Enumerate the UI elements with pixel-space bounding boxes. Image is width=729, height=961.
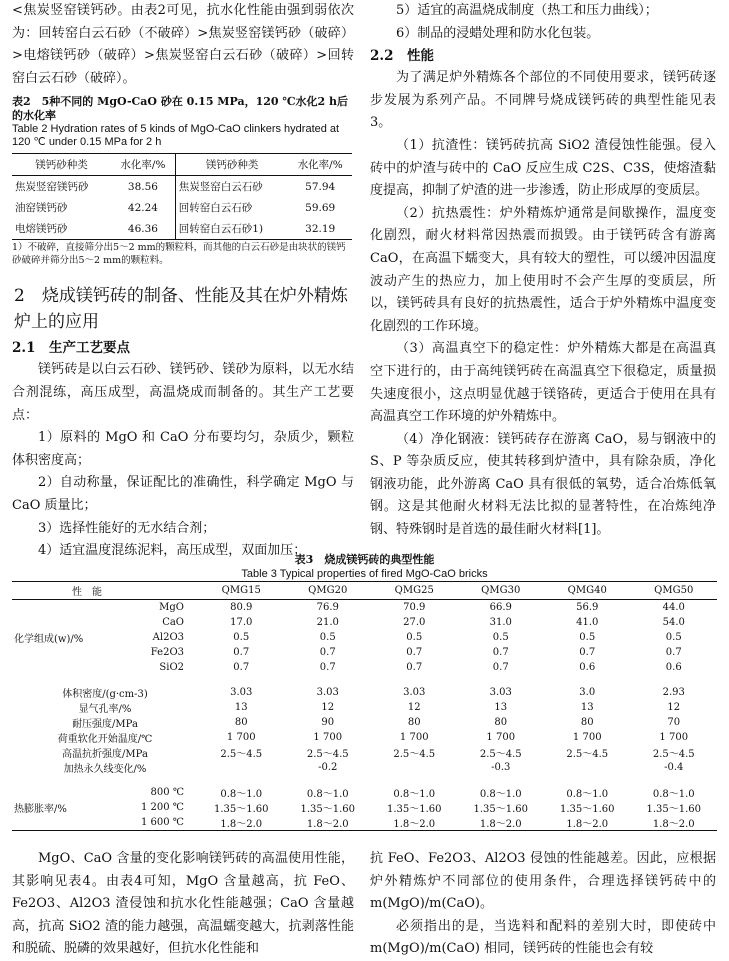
table-cell: 12 <box>667 701 681 713</box>
table-cell: 12 <box>407 701 421 713</box>
paragraph: 必须指出的是，当选料和配料的差别大时，即使砖中 m(MgO)/m(CaO) 相同，镁钙砖的性能也会有较 <box>370 918 716 957</box>
table-row <box>12 645 717 660</box>
table-cell: 1.8～2.0 <box>479 818 522 830</box>
paragraph: 3）选择性能好的无水结合剂； <box>38 520 216 536</box>
table-row <box>12 745 717 760</box>
table-cell: 回转窑白云石砂 <box>178 202 253 215</box>
table2 <box>12 153 352 240</box>
table-cell: 1.35～1.60 <box>300 803 356 815</box>
table-cell: 0.8～1.0 <box>306 788 349 800</box>
table-cell: 耐压强度/MPa <box>72 718 138 730</box>
table-cell: 0.7 <box>406 646 423 658</box>
table-cell: 42.24 <box>111 197 175 218</box>
table-cell: 0.7 <box>492 661 509 673</box>
table-row <box>12 815 717 831</box>
table-cell <box>12 615 104 630</box>
table-cell: 0.7 <box>492 646 509 658</box>
table-cell: 3.03 <box>489 686 512 698</box>
table-cell: 1.8～2.0 <box>566 818 609 830</box>
table-row <box>12 800 717 815</box>
table-cell: 0.5 <box>319 631 336 643</box>
table-cell: 13 <box>234 701 248 713</box>
table-cell: 32.19 <box>305 222 336 235</box>
table-cell: 70 <box>667 716 681 728</box>
table-cell: 3.03 <box>316 686 339 698</box>
table-cell: Al2O3 <box>152 631 184 643</box>
table-cell: 0.5 <box>492 631 509 643</box>
table-cell: 油窑镁钙砂 <box>15 202 68 215</box>
table-cell: 80.9 <box>230 601 253 613</box>
table-cell <box>544 760 631 775</box>
table-cell: 0.7 <box>233 661 250 673</box>
table-cell: 回转窑白云石砂1) <box>178 223 264 236</box>
table-header: QMG25 <box>371 582 458 600</box>
table-cell: 66.9 <box>489 601 512 613</box>
paragraph: 5）适宜的高温烧成制度（热工和压力曲线）； <box>396 3 658 18</box>
table2-caption <box>12 95 354 149</box>
paragraph: 为了满足炉外精炼各个部位的不同使用要求，镁钙砖逐步发展为系列产品。不同牌号烧成镁钙砖的典型性能见表3。 <box>370 70 716 131</box>
paragraph: <焦炭竖窑镁钙砂。由表2可见，抗水化性能由强到弱依次为：回转窑白云石砂（不破碎）>焦炭竖窑镁钙砂（破碎）>电熔镁钙砂（破碎）>焦炭竖窑白云石砂（破碎）>回转窑白云石砂（破碎）。 <box>12 3 354 86</box>
table-cell: 1 700 <box>313 731 343 743</box>
table-cell: 1.35～1.60 <box>386 803 442 815</box>
table-row <box>12 700 717 715</box>
table-cell: 44.0 <box>662 601 685 613</box>
table-row <box>12 197 352 218</box>
table-cell: -0.2 <box>318 761 338 773</box>
table-cell <box>12 645 104 660</box>
table-cell: -0.4 <box>664 761 684 773</box>
table-row <box>12 685 717 700</box>
table-cell: 2.5～4.5 <box>393 748 436 760</box>
table-cell: 1 200 ℃ <box>141 801 184 813</box>
table-cell: 80 <box>234 716 248 728</box>
table-cell: MgO <box>159 601 184 613</box>
table-cell: 1.8～2.0 <box>306 818 349 830</box>
table-cell: 焦炭竖窑镁钙砂 <box>15 181 89 194</box>
table-header: QMG30 <box>458 582 545 600</box>
table-cell: 17.0 <box>230 616 253 628</box>
table-cell: 2.5～4.5 <box>220 748 263 760</box>
table-cell: 加热永久线变化/% <box>63 763 147 775</box>
table-cell: 46.36 <box>111 218 175 240</box>
table-cell: 1.8～2.0 <box>393 818 436 830</box>
table-cell: 1 700 <box>226 731 256 743</box>
table3-caption-cn: 表3 烧成镁钙砖的典型性能 <box>294 553 435 566</box>
table-cell: 1.8～2.0 <box>652 818 695 830</box>
table-header: 水化率/% <box>288 154 352 176</box>
paragraph: （1）抗渣性：镁钙砖抗高 SiO2 渣侵蚀性能强。侵入砖中的炉渣与砖中的 CaO 反应生成 C2S、C3S，使熔渣黏度提高，抑制了炉渣的进一步渗透，防止形成厚的变质层。 <box>370 137 716 199</box>
table-cell: 80 <box>407 716 421 728</box>
table-cell: 12 <box>321 701 335 713</box>
table-cell: 0.7 <box>319 661 336 673</box>
table-cell <box>12 815 104 831</box>
paragraph: 4）适宜温度混练泥料，高压成型，双面加压； <box>38 543 307 559</box>
table-cell: SiO2 <box>159 661 184 673</box>
table-cell <box>198 760 285 775</box>
table-cell: 热膨胀率/% <box>14 803 67 815</box>
paragraph: （3）高温真空下的稳定性：炉外精炼大都是在高温真空下进行的，由于高纯镁钙砖在高温真空下很稳定，质量损失速度很小，这点明显优越于镁铬砖，更适合于使用在具有高温真空工作环境的炉外精炼中。 <box>370 341 716 425</box>
table-cell <box>371 760 458 775</box>
table-cell: 焦炭竖窑白云石砂 <box>178 181 263 194</box>
table-header: QMG40 <box>544 582 631 600</box>
table-cell: 2.5～4.5 <box>652 748 695 760</box>
table-cell: 化学组成(w)/% <box>14 633 84 645</box>
table-cell: 0.8～1.0 <box>220 788 263 800</box>
table-cell: 0.8～1.0 <box>393 788 436 800</box>
table-row <box>12 785 717 800</box>
table-header: 镁钙砂种类 <box>175 154 288 176</box>
table-cell: 1.35～1.60 <box>473 803 529 815</box>
table-cell: 38.56 <box>111 176 175 198</box>
table-cell: 0.7 <box>319 646 336 658</box>
table-cell: 1.35～1.60 <box>646 803 702 815</box>
table-cell: 80 <box>580 716 594 728</box>
table-cell <box>12 660 104 675</box>
table-cell: 1.8～2.0 <box>220 818 263 830</box>
table-cell: 90 <box>321 716 335 728</box>
table-row <box>12 176 352 198</box>
table3-caption-en: Table 3 Typical properties of fired MgO-CaO bricks <box>241 568 488 580</box>
table-cell: Fe2O3 <box>150 646 184 658</box>
table-cell: 13 <box>494 701 508 713</box>
table-cell: 70.9 <box>403 601 426 613</box>
table-cell: 1 700 <box>486 731 516 743</box>
table-header: QMG50 <box>631 582 718 600</box>
table-cell <box>12 600 104 615</box>
table-cell: 0.7 <box>233 646 250 658</box>
table-cell: 0.5 <box>665 631 682 643</box>
table-cell: 2.93 <box>662 686 685 698</box>
table-cell: 56.9 <box>576 601 599 613</box>
table-cell: 高温抗折强度/MPa <box>62 748 148 760</box>
table-cell: 1 700 <box>399 731 429 743</box>
table-cell: 0.7 <box>406 661 423 673</box>
paragraph: 抗 FeO、Fe2O3、Al2O3 侵蚀的性能越差。因此，应根据炉外精炼炉不同部位的使用条件，合理选择镁钙砖中的 m(MgO)/m(CaO)。 <box>370 851 716 912</box>
table-cell: 1.35～1.60 <box>559 803 615 815</box>
table-cell: 显气孔率/% <box>78 703 132 715</box>
table-cell: 0.6 <box>579 661 596 673</box>
table-cell: 电熔镁钙砂 <box>15 223 68 236</box>
table-cell: 1 600 ℃ <box>141 816 184 828</box>
table-header: 水化率/% <box>111 154 175 176</box>
paragraph: 1）原料的 MgO 和 CaO 分布要均匀，杂质少，颗粒体积密度高； <box>12 430 354 468</box>
table-cell: 2.5～4.5 <box>306 748 349 760</box>
table-cell: 1.35～1.60 <box>213 803 269 815</box>
table-cell: 13 <box>580 701 594 713</box>
table-row <box>12 218 352 240</box>
table-cell: 3.0 <box>579 686 596 698</box>
table-cell: 3.03 <box>230 686 253 698</box>
paragraph: （4）净化钢液：镁钙砖存在游离 CaO，易与钢液中的 S、P 等杂质反应，使其转移到炉渣中，具有除杂质，净化钢液功能，此外游离 CaO 具有很低的氧势，适合冶炼低氧钢。这是其他耐火材料无法比拟的显著特性，在冶炼纯净钢、特殊钢时是首选的最佳耐火材料[1]。 <box>370 431 716 538</box>
table-cell: 0.8～1.0 <box>479 788 522 800</box>
paragraph: 镁钙砖是以白云石砂、镁钙砂、镁砂为原料，以无水结合剂混练，高压成型，高温烧成而制备的。其生产工艺要点： <box>12 362 354 423</box>
table-row <box>12 615 717 630</box>
table3-block <box>12 553 717 831</box>
table-row <box>12 675 717 685</box>
table-header: 性 能 <box>12 582 104 600</box>
table-header: QMG15 <box>198 582 285 600</box>
table-cell: 2.5～4.5 <box>479 748 522 760</box>
table-cell: 54.0 <box>662 616 685 628</box>
table-cell: 80 <box>494 716 508 728</box>
table-cell: 41.0 <box>576 616 599 628</box>
table2-note: 1）不破碎，直接筛分出5～2 mm的颗粒料，而其他的白云石砂是由块状的镁钙砂破碎并筛分出5～2 mm的颗粒料。 <box>12 242 346 266</box>
right-column <box>370 0 716 542</box>
table-cell: 0.7 <box>579 646 596 658</box>
paragraph: MgO、CaO 含量的变化影响镁钙砖的高温使用性能，其影响见表4。由表4可知，MgO 含量越高，抗 FeO、Fe2O3、Al2O3 渣侵蚀和抗水化性能越强；CaO 含量越高，抗高 SiO2 渣的能力越强，高温蠕变越大，抗剥落性能和脱硫、脱磷的效果越好，但抗水化性能和 <box>12 851 354 957</box>
paragraph: 2）自动称量，保证配比的准确性，科学确定 MgO 与 CaO 质量比； <box>12 475 354 513</box>
left-column <box>12 0 354 563</box>
section-title: 2 烧成镁钙砖的制备、性能及其在炉外精炼炉上的应用 <box>14 286 348 333</box>
table-cell: 31.0 <box>489 616 512 628</box>
table-cell: 0.8～1.0 <box>652 788 695 800</box>
table-cell: CaO <box>162 616 184 628</box>
table-row <box>12 630 717 645</box>
table-cell: 800 ℃ <box>150 786 184 798</box>
table-cell: 3.03 <box>403 686 426 698</box>
table-header <box>104 582 198 600</box>
table-row <box>12 730 717 745</box>
paragraph: （2）抗热震性：炉外精炼炉通常是间歇操作，温度变化剧烈，耐火材料常因热震而损毁。由于镁钙砖含有游离 CaO，在高温下蠕变大，具有较大的塑性，可以缓冲因温度波动产生的热应力，加上使用时不会产生厚的变质层，所以，镁钙砖具有良好的抗热震性，适合于炉外精炼中温度变化剧烈的工作环境。 <box>370 205 716 334</box>
table-cell: 1 700 <box>572 731 602 743</box>
table-cell: 0.5 <box>233 631 250 643</box>
table-cell: 59.69 <box>305 201 336 214</box>
table-cell: 76.9 <box>316 601 339 613</box>
table-cell: -0.3 <box>491 761 511 773</box>
table-cell: 体积密度/(g·cm-3) <box>62 688 148 700</box>
table-row <box>12 715 717 730</box>
table-header: QMG20 <box>285 582 372 600</box>
table-row <box>12 660 717 675</box>
table-header: 镁钙砂种类 <box>12 154 111 176</box>
table-cell: 2.5～4.5 <box>566 748 609 760</box>
table-cell: 57.94 <box>305 180 336 193</box>
table-cell: 荷重软化开始温度/℃ <box>57 733 153 745</box>
table-cell: 21.0 <box>316 616 339 628</box>
row-gap <box>12 675 717 685</box>
table2-caption-cn: 表2 5种不同的 MgO-CaO 砂在 0.15 MPa，120 ℃水化2 h后的水化率 <box>12 95 349 123</box>
table-cell <box>12 785 104 800</box>
table3 <box>12 581 717 831</box>
table-cell: 27.0 <box>403 616 426 628</box>
paragraph: 6）制品的浸蜡处理和防水化包装。 <box>396 25 600 41</box>
subsection-title: 2.2 性能 <box>370 48 434 65</box>
table2-caption-en: Table 2 Hydration rates of 5 kinds of MgO-CaO clinkers hydrated at 120 ℃ under 0.15 MPa for 2 h <box>12 123 340 149</box>
table-row <box>12 600 717 615</box>
table-row <box>12 775 717 785</box>
subsection-title: 2.1 生产工艺要点 <box>12 340 130 357</box>
table-row <box>12 760 717 775</box>
table-cell: 0.7 <box>665 646 682 658</box>
row-gap <box>12 775 717 785</box>
table-cell: 1 700 <box>659 731 689 743</box>
table-cell: 0.5 <box>579 631 596 643</box>
table-cell: 0.6 <box>665 661 682 673</box>
table-cell: 0.8～1.0 <box>566 788 609 800</box>
table-cell: 0.5 <box>406 631 423 643</box>
